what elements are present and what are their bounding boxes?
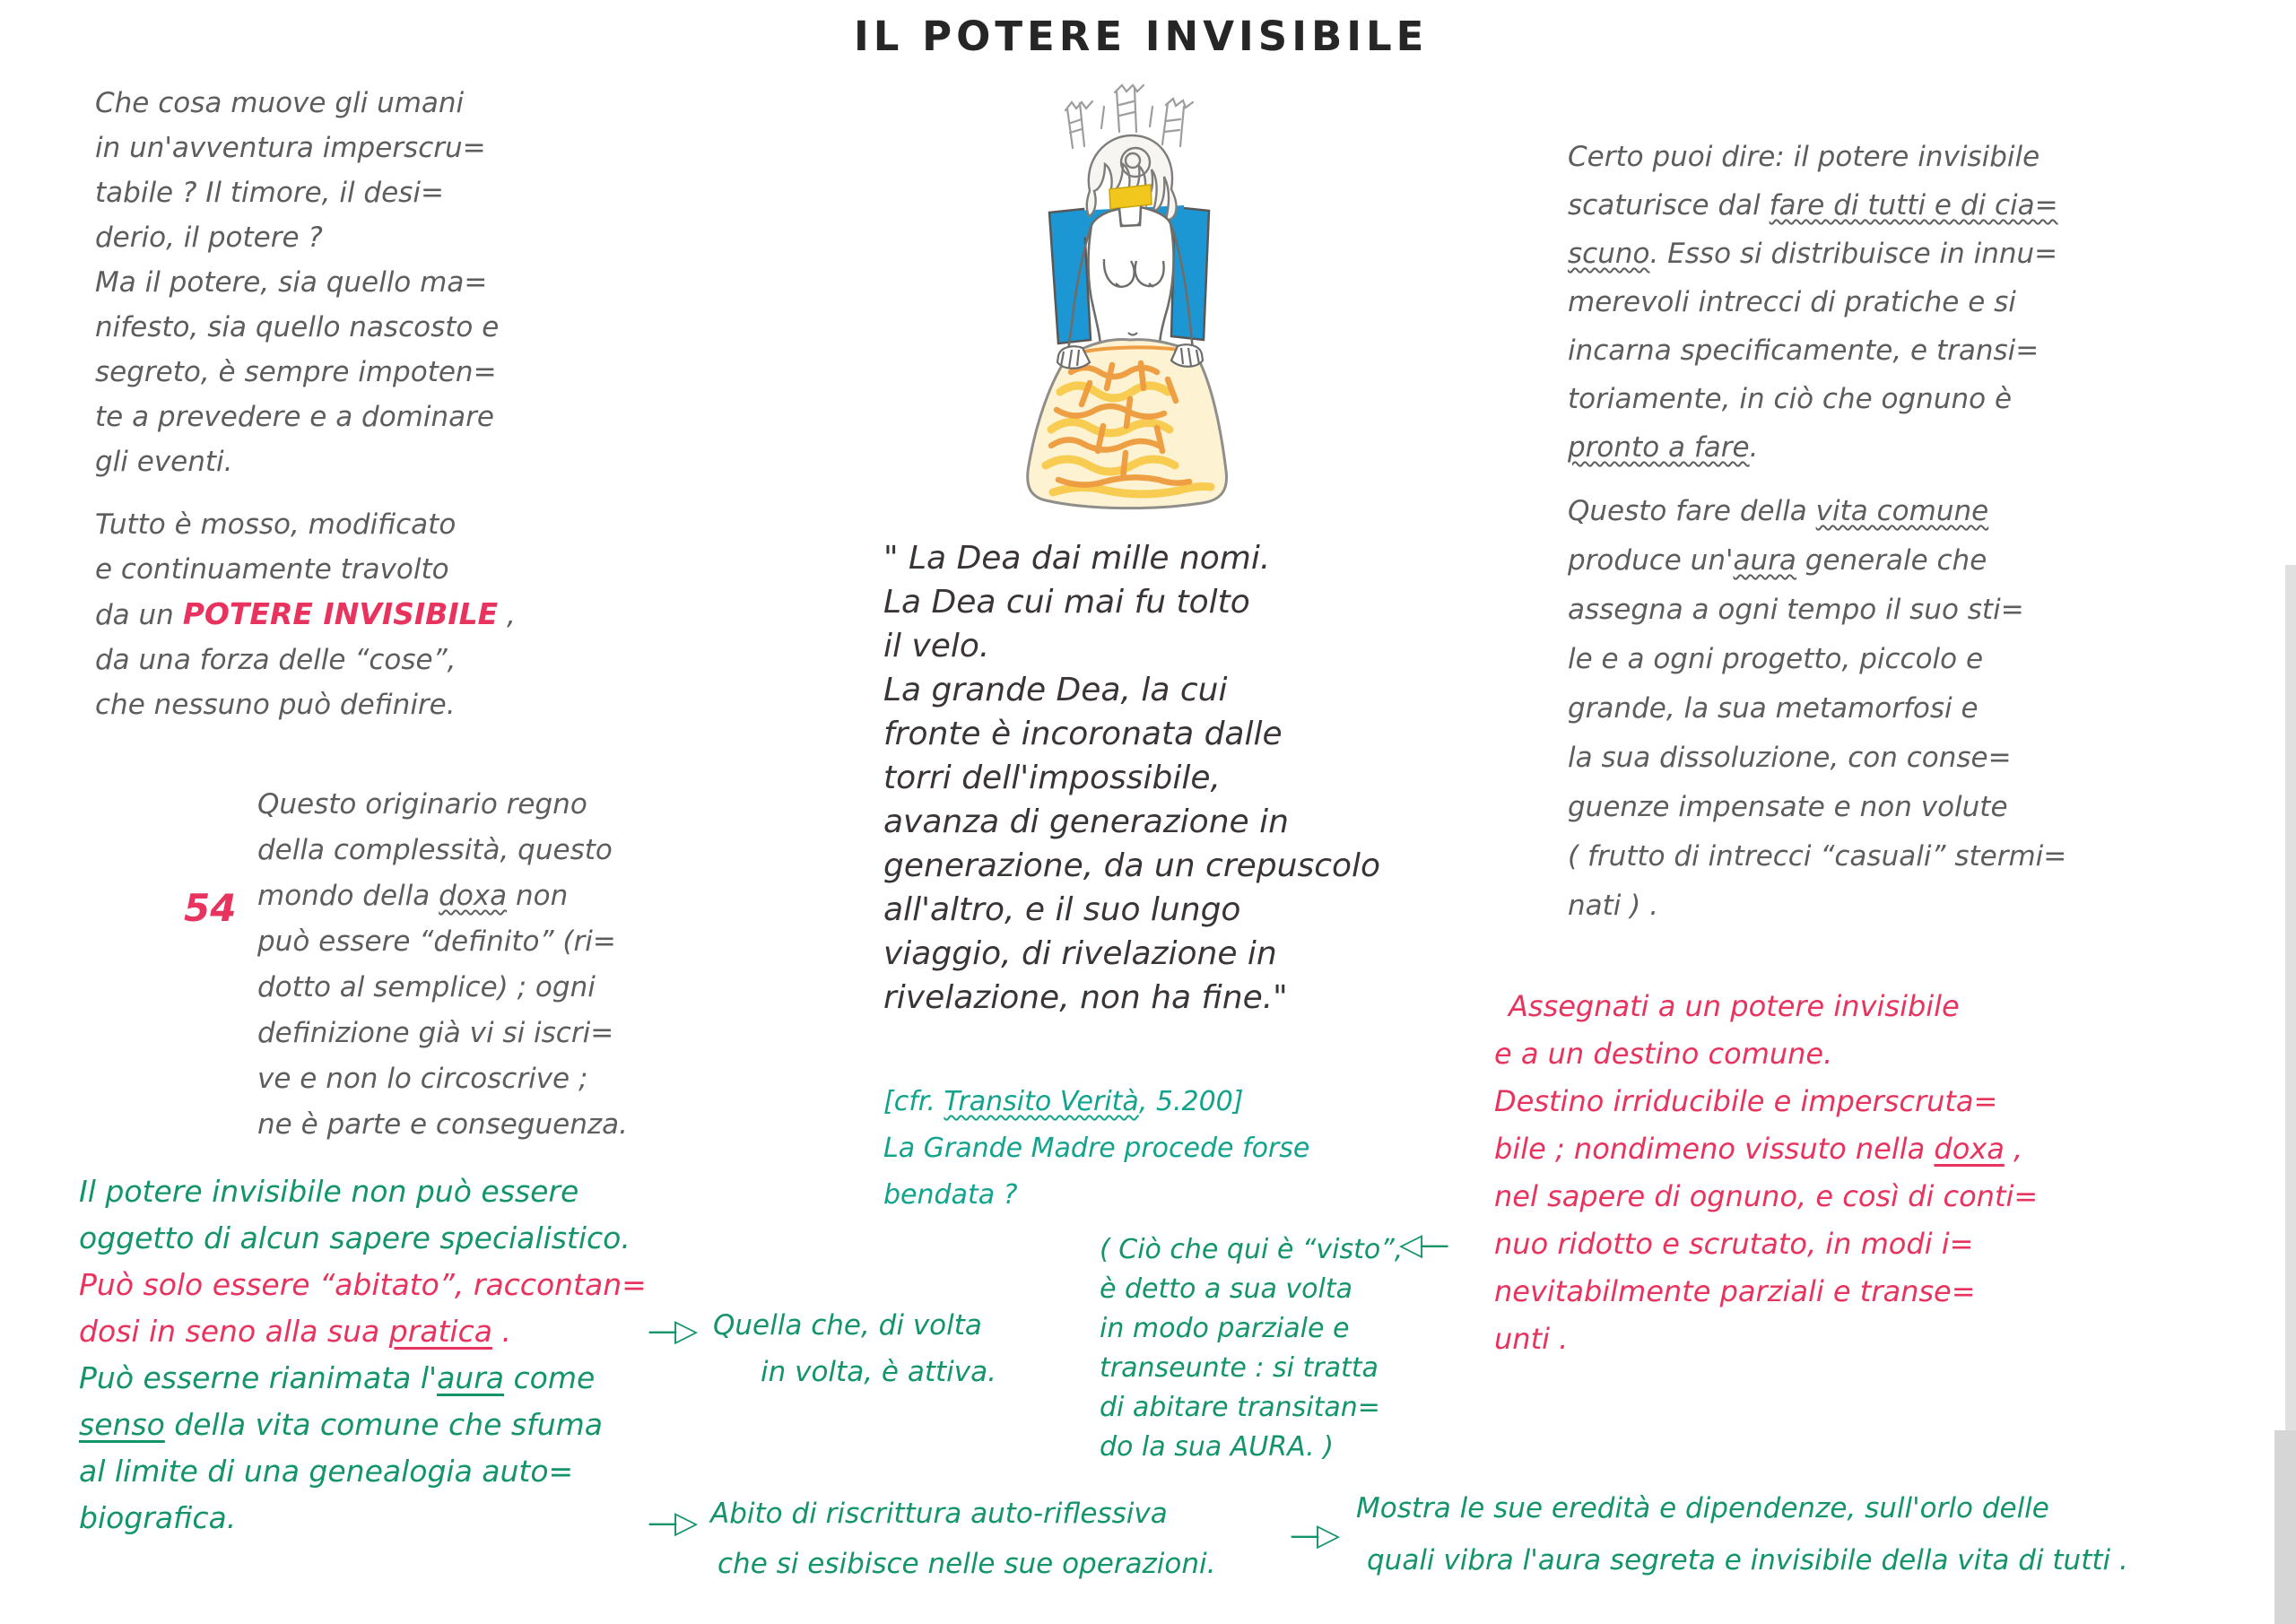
citation-block (883, 1079, 1309, 1219)
text-line: da una forza delle “cose”, (95, 644, 457, 676)
text-segment: . Esso si distribuisce in innu= (1649, 238, 2058, 270)
text-segment: da un (95, 599, 183, 631)
text-line (79, 1402, 647, 1448)
underlined-word-doxa: doxa (1934, 1132, 2005, 1166)
text-line: all'altro, e il suo lungo (883, 891, 1241, 928)
text-line: nel sapere di ognuno, e così di conti= (1494, 1179, 2039, 1213)
text-line: ( frutto di intrecci “casuali” stermi= (1568, 840, 2067, 873)
underlined-word-aura: aura (437, 1360, 504, 1395)
text-line (1568, 536, 2066, 586)
text-segment: Può esserne rianimata l' (79, 1360, 438, 1395)
text-line: Destino irriducibile e imperscruta= (1494, 1084, 1998, 1118)
text-line: viaggio, di rivelazione in (883, 935, 1277, 972)
text-line: nati ) . (1568, 890, 1659, 922)
underlined-phrase-vita-comune: vita comune (1815, 495, 1989, 527)
text-line: al limite di una genealogia auto= (79, 1454, 574, 1489)
underlined-title-transito-verita: Transito Verità (944, 1086, 1139, 1117)
text-line: avanza di generazione in (883, 803, 1289, 840)
text-line: ve e non lo circoscrive ; (257, 1063, 588, 1095)
text-line: definizione già vi si iscri= (257, 1017, 614, 1049)
text-line (79, 1355, 647, 1402)
text-segment: . (1749, 431, 1759, 464)
text-line: che nessuno può definire. (95, 689, 456, 721)
annotation-3-line-1: Mostra le sue eredità e dipendenze, sull'orlo delle (1356, 1492, 2049, 1524)
text-line: Il potere invisibile non può essere (79, 1174, 579, 1209)
text-segment: mondo della (257, 880, 439, 912)
bottom-left-paragraph (79, 1168, 647, 1541)
text-segment: [cfr. (883, 1086, 944, 1117)
text-line: Certo puoi dire: il potere invisibile (1568, 141, 2040, 173)
scan-edge-corner (2274, 1430, 2296, 1624)
arrow-left-icon: ◁— (1399, 1227, 1447, 1263)
text-line: il velo. (883, 628, 990, 664)
text-segment: , (2004, 1132, 2023, 1166)
text-line: nuo ridotto e scrutato, in modi i= (1494, 1227, 1974, 1261)
annotation-1-line-1: Quella che, di volta (713, 1309, 982, 1342)
text-line: ( Ciò che qui è “visto”, (1100, 1234, 1404, 1265)
center-note (1100, 1230, 1403, 1467)
text-line: do la sua AURA. ) (1100, 1431, 1334, 1463)
text-line: transeunte : si tratta (1100, 1352, 1378, 1384)
text-line (1494, 1125, 2038, 1173)
text-line: biografica. (79, 1500, 237, 1535)
text-line: Questo originario regno (257, 788, 587, 821)
text-line: gli eventi. (95, 446, 233, 478)
text-line: in un'avventura imperscru= (95, 132, 486, 164)
text-line: te a prevedere e a dominare (95, 401, 494, 433)
text-line: guenze impensate e non volute (1568, 791, 2008, 823)
annotation-1-line-2: in volta, è attiva. (761, 1356, 996, 1388)
citation-line (883, 1079, 1309, 1125)
annotation-2-line-2: che si esibisce nelle sue operazioni. (718, 1548, 1216, 1580)
text-line: di abitare transitan= (1100, 1392, 1380, 1423)
text-line: segreto, è sempre impoten= (95, 356, 497, 388)
text-line (1568, 487, 2066, 536)
text-line: Assegnati a un potere invisibile (1509, 989, 1960, 1023)
left-paragraph-2 (95, 502, 516, 727)
text-line: oggetto di alcun sapere specialistico. (79, 1220, 631, 1255)
text-line: torri dell'impossibile, (883, 760, 1221, 796)
text-line (79, 1308, 647, 1355)
text-line: della complessità, questo (257, 834, 613, 866)
annotation-2-line-1: Abito di riscrittura auto-riflessiva (710, 1498, 1168, 1530)
text-line: dotto al semplice) ; ogni (257, 971, 596, 1003)
left-paragraph-3 (257, 782, 628, 1148)
text-line: La grande Dea, la cui (883, 672, 1228, 708)
text-line: la sua dissoluzione, con conse= (1568, 742, 2012, 774)
text-line (95, 592, 516, 638)
text-line: le e a ogni progetto, piccolo e (1568, 643, 1984, 675)
text-line: Tutto è mosso, modificato (95, 508, 457, 541)
text-line: unti . (1494, 1322, 1569, 1356)
text-segment: . (491, 1314, 511, 1349)
text-line: assegna a ogni tempo il suo sti= (1568, 594, 2024, 626)
page-title: IL POTERE INVISIBILE (854, 13, 1429, 60)
text-line: La Grande Madre procede forse (883, 1133, 1310, 1164)
text-line: " La Dea dai mille nomi. (883, 540, 1271, 577)
text-line: e a un destino comune. (1494, 1037, 1833, 1071)
text-line: è detto a sua volta (1100, 1273, 1352, 1305)
text-line: rivelazione, non ha fine." (883, 979, 1288, 1016)
text-segment: dosi in seno alla sua (79, 1314, 389, 1349)
right-pink-paragraph (1494, 983, 2038, 1363)
right-paragraph-2 (1568, 487, 2066, 931)
text-segment: non (507, 880, 569, 912)
arrow-right-icon: —▷ (1290, 1517, 1337, 1553)
underlined-phrase: fare di tutti e di cia= (1769, 189, 2058, 221)
blindfold (1109, 185, 1152, 209)
text-line: nevitabilmente parziali e transe= (1494, 1274, 1976, 1308)
underlined-word-senso: senso (79, 1407, 165, 1442)
text-segment: produce un' (1568, 544, 1734, 577)
right-paragraph-1 (1568, 133, 2058, 472)
text-segment: come (504, 1360, 596, 1395)
text-line: in modo parziale e (1100, 1313, 1350, 1344)
text-segment: , (498, 599, 516, 631)
goddess-quote (883, 536, 1380, 1020)
page-number: 54 (184, 886, 237, 930)
underlined-word-aura: aura (1733, 544, 1796, 577)
text-segment: scaturisce dal (1568, 189, 1770, 221)
text-line: Può solo essere “abitato”, raccontan= (79, 1267, 647, 1302)
text-segment: Questo fare della (1568, 495, 1816, 527)
text-line (257, 873, 628, 919)
text-line: incarna specificamente, e transi= (1568, 334, 2039, 367)
underlined-phrase-pronto-a-fare: pronto a fare (1568, 431, 1750, 464)
text-line: generazione, da un crepuscolo (883, 847, 1381, 884)
arrow-right-icon: —▷ (648, 1505, 695, 1541)
text-line: grande, la sua metamorfosi e (1568, 692, 1979, 725)
text-line: tabile ? Il timore, il desi= (95, 177, 444, 209)
text-segment: , 5.200] (1138, 1086, 1244, 1117)
text-line: La Dea cui mai fu tolto (883, 584, 1250, 621)
text-line: toriamente, in ciò che ognuno è (1568, 383, 2013, 415)
goddess-drawing (1004, 76, 1256, 525)
text-line (1568, 423, 2058, 472)
text-segment: generale che (1796, 544, 1987, 577)
text-line: può essere “definito” (ri= (257, 925, 616, 958)
text-line: nifesto, sia quello nascosto e (95, 311, 500, 343)
text-segment: della vita comune che sfuma (164, 1407, 603, 1442)
underlined-word-pratica: pratica (388, 1314, 492, 1349)
text-line: fronte è incoronata dalle (883, 716, 1283, 752)
text-line (1568, 230, 2058, 278)
text-line: Che cosa muove gli umani (95, 87, 465, 119)
text-line (1568, 181, 2058, 230)
text-line: bendata ? (883, 1179, 1018, 1211)
underlined-word-doxa: doxa (439, 880, 508, 912)
left-paragraph-1 (95, 81, 499, 484)
text-segment: bile ; nondimeno vissuto nella (1494, 1132, 1935, 1166)
text-line: ne è parte e conseguenza. (257, 1108, 628, 1141)
text-line: Ma il potere, sia quello ma= (95, 266, 488, 299)
text-line: derio, il potere ? (95, 221, 323, 254)
highlight-potere-invisibile: POTERE INVISIBILE (182, 596, 499, 631)
arrow-right-icon: —▷ (648, 1313, 695, 1349)
text-line: e continuamente travolto (95, 553, 449, 586)
underlined-word: scuno (1568, 238, 1650, 270)
annotation-3-line-2: quali vibra l'aura segreta e invisibile della vita di tutti . (1367, 1544, 2128, 1576)
text-line: merevoli intrecci di pratiche e si (1568, 286, 2016, 318)
